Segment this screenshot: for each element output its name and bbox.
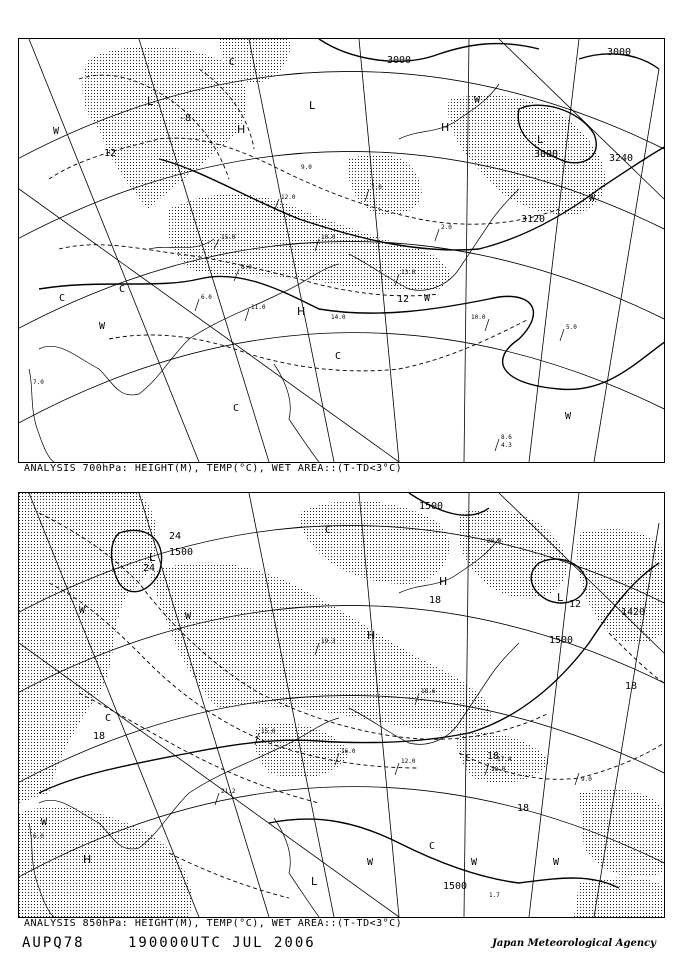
station-value: 8.0 [241, 264, 252, 271]
station-value: 15.0 [221, 234, 236, 241]
station-value: 10.0 [321, 234, 336, 241]
station-value: 6.0 [33, 833, 44, 840]
cold-area-label: C [325, 525, 332, 536]
station-value: 2.0 [441, 224, 452, 231]
station-value: 12.0 [281, 194, 296, 201]
map-700hpa-svg [19, 39, 664, 462]
high-pressure-center: H [83, 853, 92, 866]
temperature-label: 18 [517, 803, 530, 814]
map-panel-700hpa [18, 38, 665, 463]
station-value: 13.0 [401, 269, 416, 276]
station-value: 5.0 [566, 324, 577, 331]
wet-areas [19, 493, 664, 917]
station-value: 18.0 [491, 766, 506, 773]
contour-label: 1420 [621, 607, 646, 618]
contour-label: 3000 [607, 47, 632, 58]
contour-label: 1500 [549, 635, 574, 646]
station-value: 9.0 [581, 776, 592, 783]
station-value: 7.0 [33, 379, 44, 386]
contour-label: 1500 [419, 501, 444, 512]
agency-credit: Japan Meteorological Agency [492, 938, 656, 949]
station-value: 12.0 [401, 758, 416, 765]
station-value: 19.3 [321, 638, 336, 645]
caption-700hpa: ANALYSIS 700hPa: HEIGHT(M), TEMP(°C), WET AREA::(T-TD<3°C) [24, 463, 403, 474]
cold-area-label: C [229, 57, 236, 68]
station-value: 20.0 [487, 538, 502, 545]
contour-label: 3000 [387, 55, 412, 66]
temperature-label: 18 [625, 681, 638, 692]
warm-area-label: W [424, 293, 431, 304]
warm-area-label: W [471, 857, 478, 868]
cold-area-label: C [233, 403, 240, 414]
cold-area-label: C [59, 293, 66, 304]
contour-label: 1500 [169, 547, 194, 558]
temperature-label: 18 [429, 595, 442, 606]
station-value: 7.0 [371, 184, 382, 191]
station-value: 8.6 [501, 434, 512, 441]
temperature-label: 24 [169, 531, 182, 542]
cold-area-label: C [119, 284, 126, 295]
station-value: 14.0 [331, 314, 346, 321]
caption-850hpa: ANALYSIS 850hPa: HEIGHT(M), TEMP(°C), WET AREA::(T-TD<3°C) [24, 918, 403, 929]
high-pressure-center: H [367, 629, 376, 642]
temperature-label: 24 [143, 563, 156, 574]
station-value: 17.4 [497, 756, 512, 763]
low-pressure-center: L [311, 875, 318, 888]
warm-area-label: W [367, 857, 374, 868]
station-value: 18.6 [421, 688, 436, 695]
station-value: 10.0 [471, 314, 486, 321]
cold-area-label: C [429, 841, 436, 852]
station-value: 21.2 [221, 788, 236, 795]
cold-area-label: C [465, 753, 472, 764]
high-pressure-center: H [237, 123, 246, 136]
map-panel-850hpa [18, 492, 665, 918]
contour-label: 1500 [443, 881, 468, 892]
station-value: 1.7 [489, 892, 500, 899]
warm-area-label: W [79, 605, 86, 616]
contour-label: 3000 [534, 149, 559, 160]
station-value: 6.0 [201, 294, 212, 301]
valid-time: 190000UTC JUL 2006 [128, 935, 316, 951]
high-pressure-center: H [441, 121, 450, 134]
high-pressure-center: H [439, 575, 448, 588]
station-value: 16.0 [341, 748, 356, 755]
low-pressure-center: L [537, 133, 544, 146]
temperature-label: 12 [104, 148, 117, 159]
station-value: 11.0 [251, 304, 266, 311]
warm-area-label: W [553, 857, 560, 868]
high-pressure-center: H [297, 305, 306, 318]
station-value: 9.0 [301, 164, 312, 171]
station-value: 4.3 [501, 442, 512, 449]
low-pressure-center: L [309, 99, 316, 112]
cold-area-label: C [335, 351, 342, 362]
warm-area-label: W [41, 817, 48, 828]
warm-area-label: W [589, 193, 596, 204]
warm-area-label: W [53, 126, 60, 137]
chart-code: AUPQ78 [22, 935, 85, 951]
temperature-label: 18 [93, 731, 106, 742]
warm-area-label: W [474, 95, 481, 106]
temperature-label: -8 [179, 113, 192, 124]
temperature-label: 12 [397, 294, 410, 305]
warm-area-label: W [565, 411, 572, 422]
cold-area-label: C [105, 713, 112, 724]
wet-areas [82, 39, 605, 291]
temperature-label: 18 [487, 751, 500, 762]
low-pressure-center: L [149, 551, 156, 564]
low-pressure-center: L [557, 591, 564, 604]
temperature-label: 12 [569, 599, 582, 610]
low-pressure-center: L [147, 95, 154, 108]
warm-area-label: W [185, 611, 192, 622]
station-value: 15.0 [261, 728, 276, 735]
warm-area-label: W [99, 321, 106, 332]
contour-label: 3120 [521, 214, 546, 225]
map-850hpa-svg [19, 493, 664, 917]
contour-label: 3240 [609, 153, 634, 164]
